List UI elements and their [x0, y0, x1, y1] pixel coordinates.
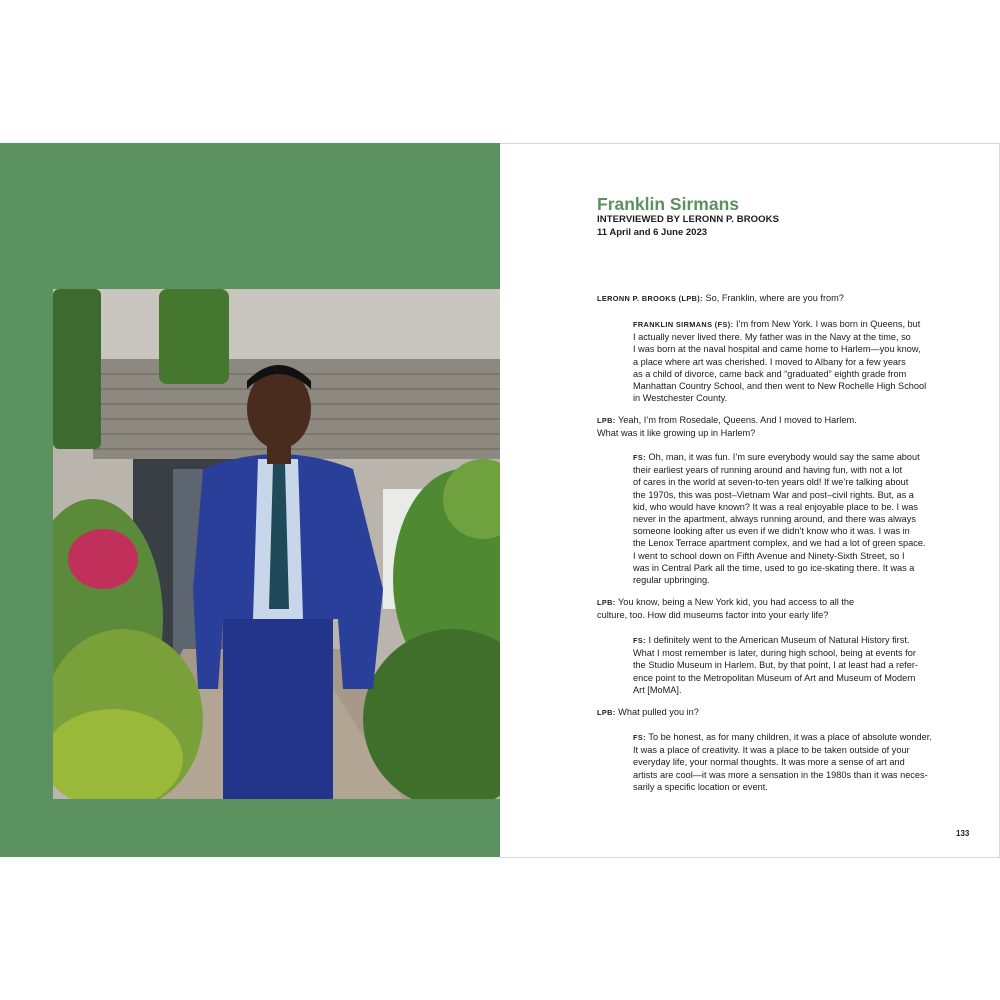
- dialogue-answer: FS: Oh, man, it was fun. I’m sure everybody would say the same about their earliest years of running around and having fun, with not a lot of cares in the world at seven-to-ten years old! If we’re talking about the 1970s, this was post–Vietnam War and post–civil rights. But, as a kid, who would have known? It was a real enjoyable place to be. I was never in the apartment, always running around, and there was always someone looking after us even if we didn’t know who it was. I was in the Lenox Terrace apartment complex, and we had a lot of green space. I went to school down on Fifth Avenue and Ninety-Sixth Street, so I was in Central Park all the time, used to go ice-skating there. It was a regular upbringing.: [633, 452, 926, 586]
- speaker-label: LPB:: [597, 598, 616, 607]
- right-page: [500, 143, 1000, 858]
- dialogue-question: LERONN P. BROOKS (LPB): So, Franklin, where are you from?: [597, 293, 844, 303]
- speaker-label: FS:: [633, 636, 646, 645]
- article-title: Franklin Sirmans: [597, 194, 739, 214]
- dialogue-answer: FS: To be honest, as for many children, it was a place of absolute wonder. It was a place of creativity. It was a place to be taken outside of your everyday life, your normal thoughts. It was more a sense of art and artists are cool—it was more a sensation in the 1980s than it was neces- sarily a specific location or event.: [633, 732, 932, 792]
- dialogue-question: LPB: What pulled you in?: [597, 707, 699, 717]
- speaker-label: LPB:: [597, 416, 616, 425]
- speaker-label: FS:: [633, 453, 646, 462]
- dialogue-answer: FS: I definitely went to the American Museum of Natural History first. What I most remember is later, during high school, being at events for the Studio Museum in Harlem. But, by that point, I at least had a refer- ence point to the Metropolitan Museum of Art and Museum of Modern Art [MoMA].: [633, 635, 918, 695]
- left-page: [0, 143, 500, 857]
- speaker-label: FS:: [633, 733, 646, 742]
- book-spread: [0, 143, 1000, 857]
- interview-date: 11 April and 6 June 2023: [597, 227, 708, 238]
- speaker-label: FRANKLIN SIRMANS (FS):: [633, 320, 734, 329]
- dialogue-answer: FRANKLIN SIRMANS (FS): I’m from New York. I was born in Queens, but I actually never lived there. My father was in the Navy at the time, so I was born at the naval hospital and came home to Harlem—you know, a place where art was cherished. I moved to Albany for a few years as a child of divorce, came back and “graduated” eighth grade from Manhattan Country School, and then went to New Rochelle High School in Westchester County.: [633, 319, 927, 404]
- dialogue-question: LPB: Yeah, I’m from Rosedale, Queens. And I moved to Harlem. What was it like growing up in Harlem?: [597, 415, 857, 439]
- page-number: 133: [956, 829, 970, 838]
- dialogue-question: LPB: You know, being a New York kid, you had access to all the culture, too. How did museums factor into your early life?: [597, 597, 855, 621]
- interviewer-credit: INTERVIEWED BY LERONN P. BROOKS: [597, 214, 780, 225]
- speaker-label: LERONN P. BROOKS (LPB):: [597, 294, 703, 303]
- speaker-label: LPB:: [597, 708, 616, 717]
- portrait-photo: [53, 289, 500, 799]
